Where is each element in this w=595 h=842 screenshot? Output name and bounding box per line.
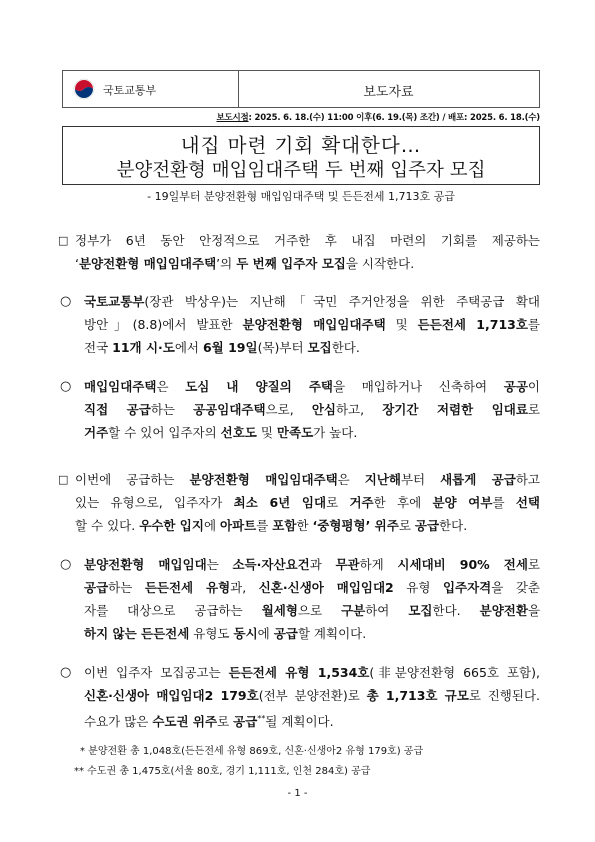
paragraph-line <box>84 336 540 359</box>
bold-text: 선호도 <box>220 425 257 440</box>
text: 를 <box>492 495 516 510</box>
paragraph-line <box>84 375 540 398</box>
bold-text: 소득·자산요건 <box>232 557 310 572</box>
title-line-1: 내집 마련 기회 확대한다… <box>180 134 422 157</box>
text: 로 <box>527 557 540 572</box>
footnote-ref: ** <box>257 714 266 723</box>
paragraph-line <box>75 468 540 491</box>
document-type: 보도자료 <box>363 85 414 100</box>
text: 과 <box>309 557 336 572</box>
paragraph-line <box>84 290 540 313</box>
title-box <box>62 126 540 185</box>
text: 정부가 6년 동안 안정적으로 거주한 후 내집 마련의 기회를 제공하는 <box>75 233 540 248</box>
ministry-name: 국토교통부 <box>103 84 157 97</box>
bold-text: 입주자격 <box>442 580 492 595</box>
bold-text: 국토교통부 <box>84 294 145 309</box>
text: 를 <box>527 317 540 332</box>
text: 하는 <box>108 580 145 595</box>
paragraph-line <box>84 553 540 576</box>
text: 은 <box>156 379 186 394</box>
text: 한다. <box>439 518 468 533</box>
text: 로 진행된다. <box>468 688 541 703</box>
embargo-line <box>62 111 540 123</box>
text: 를 <box>256 518 273 533</box>
bold-text: 공급 <box>414 518 440 533</box>
text: 을 갖춘 <box>491 580 540 595</box>
distribution-value: : 2025. 6. 18.(수) <box>464 113 540 123</box>
text: 될 계획이다. <box>265 714 334 730</box>
bold-text: 시세대비 90% 전세 <box>397 557 528 572</box>
text: 으로 <box>297 603 342 618</box>
bold-text: 구분 <box>341 603 366 618</box>
text: (非분양전환형 665호 포함), <box>369 665 540 680</box>
bold-text: 분양전환 <box>479 603 528 618</box>
text: 있는 유형으로, 입주자가 <box>75 495 234 510</box>
text: ’의 <box>216 256 237 271</box>
text: 한 <box>296 518 313 533</box>
bullet-marker: ○ <box>60 294 72 309</box>
text: (장관 박상우)는 지난해「국민 주거안정을 위한 주택공급 확대 <box>144 294 540 309</box>
bullet-paragraph <box>84 553 540 645</box>
page-number: - 1 - <box>287 788 308 799</box>
bold-text: 분양전환형 매입임대주택 <box>78 256 217 271</box>
bold-text: 공급 <box>273 626 298 641</box>
text: 이번 입주자 모집공고는 <box>84 665 229 680</box>
paragraph-line <box>75 229 540 252</box>
paragraph-line <box>84 398 540 421</box>
bold-text: 만족도 <box>276 425 314 440</box>
paragraph-line <box>84 684 540 707</box>
bold-text: 지난해 <box>364 472 401 487</box>
bold-text: 포함 <box>272 518 297 533</box>
text: 할 수 있다. <box>75 518 140 533</box>
title-line-2: 분양전환형 매입임대주택 두 번째 입주자 모집 <box>116 160 486 181</box>
bold-text: 거주 <box>349 495 374 510</box>
bold-text: 선택 <box>515 495 540 510</box>
paragraph-line <box>84 421 540 444</box>
bullet-paragraph <box>84 661 540 733</box>
paragraph-line <box>75 491 540 514</box>
bold-text: 아파트 <box>220 518 257 533</box>
bold-text: 든든전세 유형 1,534호 <box>228 665 370 680</box>
text: 자를 대상으로 공급하는 <box>84 603 262 618</box>
text: 을 매입하거나 신축하여 <box>332 379 504 394</box>
header-box <box>62 70 540 108</box>
bold-text: 공공임대주택 <box>193 402 266 417</box>
bold-text: 공급 <box>233 714 258 730</box>
footnote: ** 수도권 총 1,475호(서울 80호, 경기 1,111호, 인천 284호) 공급 <box>74 766 371 777</box>
bold-text: 공공 <box>503 379 528 394</box>
bold-text: 하지 않는 든든전세 <box>84 626 190 641</box>
bold-text: 수도권 위주 <box>152 714 218 730</box>
footnote: * 분양전환 총 1,048호(든든전세 유형 869호, 신혼·신생아2 유형 179호) 공급 <box>80 746 424 757</box>
bold-text: 모집 <box>307 340 332 355</box>
bold-text: 분양전환형 매입임대주택 <box>189 472 338 487</box>
text: 는 <box>206 557 233 572</box>
text: 을 시작한다. <box>345 256 415 271</box>
bold-text: 새롭게 공급 <box>440 472 516 487</box>
distribution-label: / 배포 <box>439 113 465 123</box>
text: 과, <box>230 580 259 595</box>
paragraph-line <box>84 707 540 733</box>
section-marker: □ <box>58 473 69 486</box>
text: 할 수 있어 입주자의 <box>108 425 221 440</box>
text: 가 높다. <box>313 425 358 440</box>
bold-text: 직접 공급 <box>84 402 151 417</box>
bold-text: 신혼·신생아 매입임대2 179호 <box>84 688 259 703</box>
text: 한다. <box>331 340 360 355</box>
bold-text: ‘중형평형’ 위주 <box>312 518 399 533</box>
bold-text: 무관 <box>335 557 360 572</box>
bold-text: 매입임대주택 <box>84 379 157 394</box>
text: 으로, <box>265 402 312 417</box>
bullet-marker: ○ <box>60 665 72 680</box>
bullet-paragraph <box>84 290 540 359</box>
text: 하게 <box>359 557 398 572</box>
bullet-marker: ○ <box>60 557 72 572</box>
text: 및 <box>256 425 277 440</box>
text: ‘ <box>75 256 79 271</box>
text: 하고, <box>335 402 383 417</box>
bold-text: 분양전환형 매입임대 <box>84 557 207 572</box>
text: 방안」(8.8)에서 발표한 <box>84 317 243 332</box>
bold-text: 총 1,713호 규모 <box>366 688 469 703</box>
text: 유형 <box>393 580 443 595</box>
text: 을 <box>527 603 541 618</box>
text: 하여 <box>365 603 409 618</box>
text: 수요가 많은 <box>84 714 153 730</box>
text: 은 <box>337 472 365 487</box>
section-paragraph <box>75 468 540 537</box>
subtitle: - 19일부터 분양전환형 매입임대주택 및 든든전세 1,713호 공급 <box>147 190 455 203</box>
text: 할 계획이다. <box>297 626 367 641</box>
bold-text: 신혼·신생아 매입임대2 <box>258 580 394 595</box>
text: (목)부터 <box>257 340 308 355</box>
text: 한다. <box>432 603 480 618</box>
bold-text: 든든전세 유형 <box>144 580 231 595</box>
paragraph-line <box>84 313 540 336</box>
bold-text: 든든전세 1,713호 <box>417 317 528 332</box>
text: 하는 <box>150 402 194 417</box>
text: 한 후에 <box>373 495 433 510</box>
embargo-label: 보도시점 <box>216 113 249 123</box>
bullet-marker: ○ <box>60 379 72 394</box>
text: 이 <box>527 379 540 394</box>
text: 부터 <box>400 472 441 487</box>
text: 이번에 공급하는 <box>75 472 190 487</box>
text: 로 <box>398 518 415 533</box>
text: (전부 분양전환)로 <box>258 688 367 703</box>
bold-text: 6월 19일 <box>202 340 258 355</box>
paragraph-line <box>75 514 540 537</box>
text: 하고 <box>515 472 540 487</box>
bold-text: 거주 <box>84 425 109 440</box>
text: 로 <box>217 714 234 730</box>
paragraph-line <box>84 599 540 622</box>
text: 에 <box>203 518 220 533</box>
text: 유형도 <box>189 626 234 641</box>
paragraph-line <box>84 622 540 645</box>
bold-text: 도심 내 양질의 주택 <box>185 379 333 394</box>
text: 로 <box>527 402 540 417</box>
bold-text: 분양전환형 매입임대주택 <box>242 317 386 332</box>
text: 및 <box>385 317 418 332</box>
text: 로 <box>326 495 350 510</box>
bold-text: 분양 여부 <box>432 495 493 510</box>
bold-text: 모집 <box>408 603 433 618</box>
bold-text: 두 번째 입주자 모집 <box>236 256 346 271</box>
bold-text: 동시 <box>233 626 258 641</box>
text: 에서 <box>174 340 203 355</box>
bold-text: 공급 <box>84 580 109 595</box>
section-marker: □ <box>58 234 69 247</box>
bold-text: 장기간 저렴한 임대료 <box>382 402 528 417</box>
text: 전국 <box>84 340 113 355</box>
section-paragraph <box>75 229 540 275</box>
embargo-value: : 2025. 6. 18.(수) 11:00 이후(6. 19.(목) 조간) <box>248 113 440 123</box>
paragraph-line <box>75 252 540 275</box>
government-emblem-icon <box>73 78 95 100</box>
paragraph-line <box>84 661 540 684</box>
paragraph-line <box>84 576 540 599</box>
bold-text: 우수한 입지 <box>139 518 204 533</box>
bold-text: 안심 <box>311 402 336 417</box>
bullet-paragraph <box>84 375 540 444</box>
bold-text: 월세형 <box>261 603 298 618</box>
bold-text: 11개 시·도 <box>112 340 175 355</box>
text: 에 <box>257 626 274 641</box>
bold-text: 최소 6년 임대 <box>233 495 327 510</box>
